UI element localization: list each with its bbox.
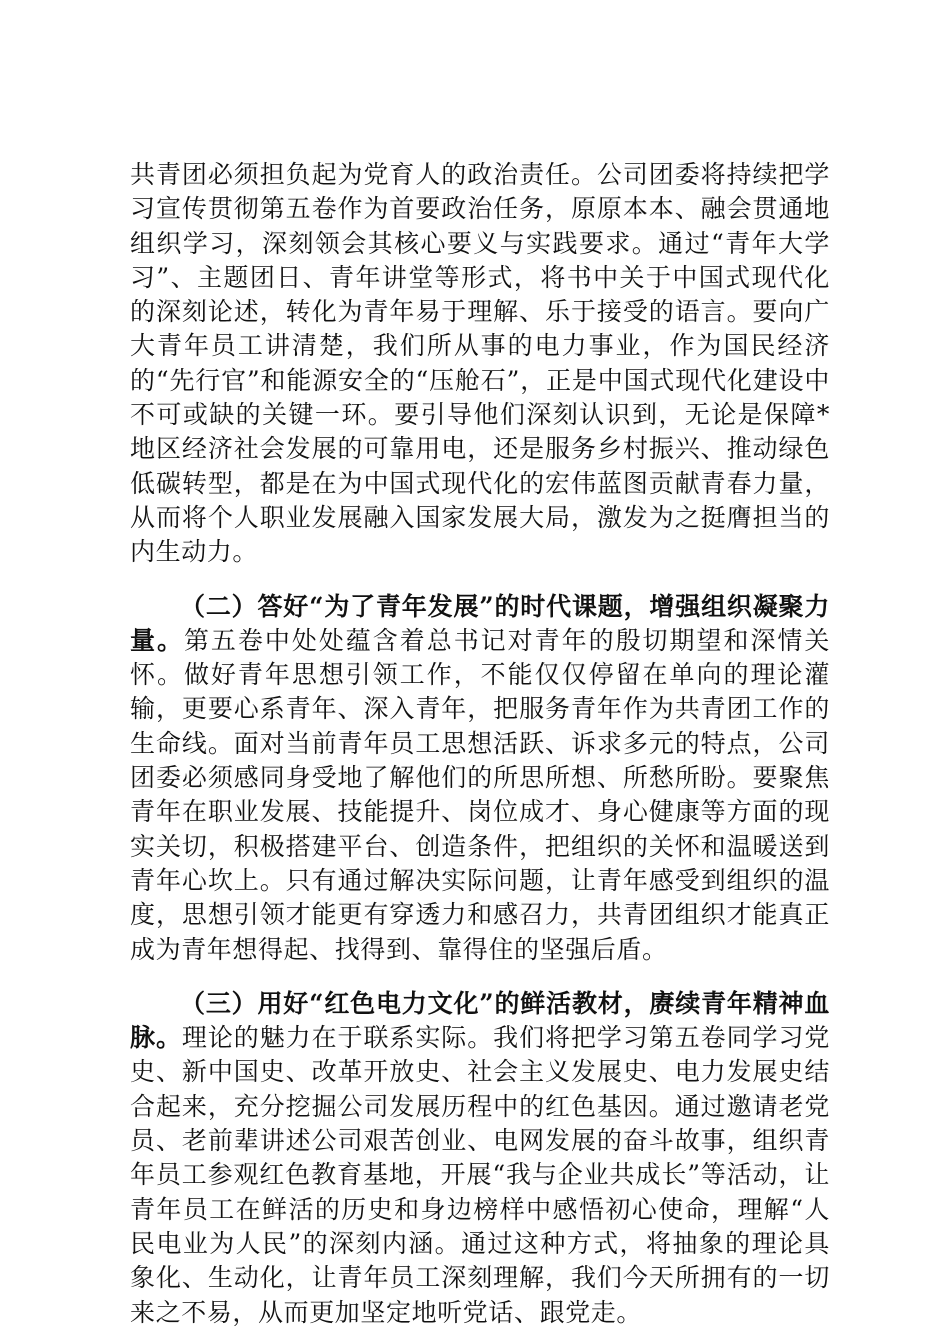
paragraph-body: 第五卷中处处蕴含着总书记对青年的殷切期望和深情关怀。做好青年思想引领工作，不能仅仅停留在单向的理论灌输，更要心系青年、深入青年，把服务青年作为共青团工作的生命线。面对当前青年员工思想活跃、诉求多元的特点，公司团委必须感同身受地了解他们的所思所想、所愁所盼。要聚焦青年在职业发展、技能提升、岗位成才、身心健康等方面的现实关切，积极搭建平台、创造条件，把组织的关怀和温暖送到青年心坎上。只有通过解决实际问题，让青年感受到组织的温度，思想引领才能更有穿透力和感召力，共青团组织才能真正成为青年想得起、找得到、靠得住的坚强后盾。 <box>130 625 830 964</box>
section-heading: （二）答好“为了青年发展”的时代课题，增强组织凝聚力量。 <box>130 591 830 655</box>
section-heading: （三）用好“红色电力文化”的鲜活教材，赓续青年精神血脉。 <box>130 988 830 1053</box>
paragraph-section-3 <box>130 987 830 1330</box>
paragraph-body: 理论的魅力在于联系实际。我们将把学习第五卷同学习党史、新中国史、改革开放史、社会主义发展史、电力发展史结合起来，充分挖掘公司发展历程中的红色基因。通过邀请老党员、老前辈讲述公司艰苦创业、电网发展的奋斗故事，组织青年员工参观红色教育基地，开展“我与企业共成长”等活动，让青年员工在鲜活的历史和身边榜样中感悟初心使命，理解“人民电业为人民”的深刻内涵。通过这种方式，将抽象的理论具象化、生动化，让青年员工深刻理解，我们今天所拥有的一切来之不易，从而更加坚定地听党话、跟党走。 <box>130 1023 830 1327</box>
paragraph-continuation <box>130 158 830 570</box>
paragraph-body: 共青团必须担负起为党育人的政治责任。公司团委将持续把学习宣传贯彻第五卷作为首要政治任务，原原本本、融会贯通地组织学习，深刻领会其核心要义与实践要求。通过“青年大学习”、主题团日、青年讲堂等形式，将书中关于中国式现代化的深刻论述，转化为青年易于理解、乐于接受的语言。要向广大青年员工讲清楚，我们所从事的电力事业，作为国民经济的“先行官”和能源安全的“压舱石”，正是中国式现代化建设中不可或缺的关键一环。要引导他们深刻认识到，无论是保障*地区经济社会发展的可靠用电，还是服务乡村振兴、推动绿色低碳转型，都是在为中国式现代化的宏伟蓝图贡献青春力量，从而将个人职业发展融入国家发展大局，激发为之挺膺担当的内生动力。 <box>130 160 830 567</box>
paragraph-section-2 <box>130 590 830 967</box>
document-page <box>130 158 830 1330</box>
